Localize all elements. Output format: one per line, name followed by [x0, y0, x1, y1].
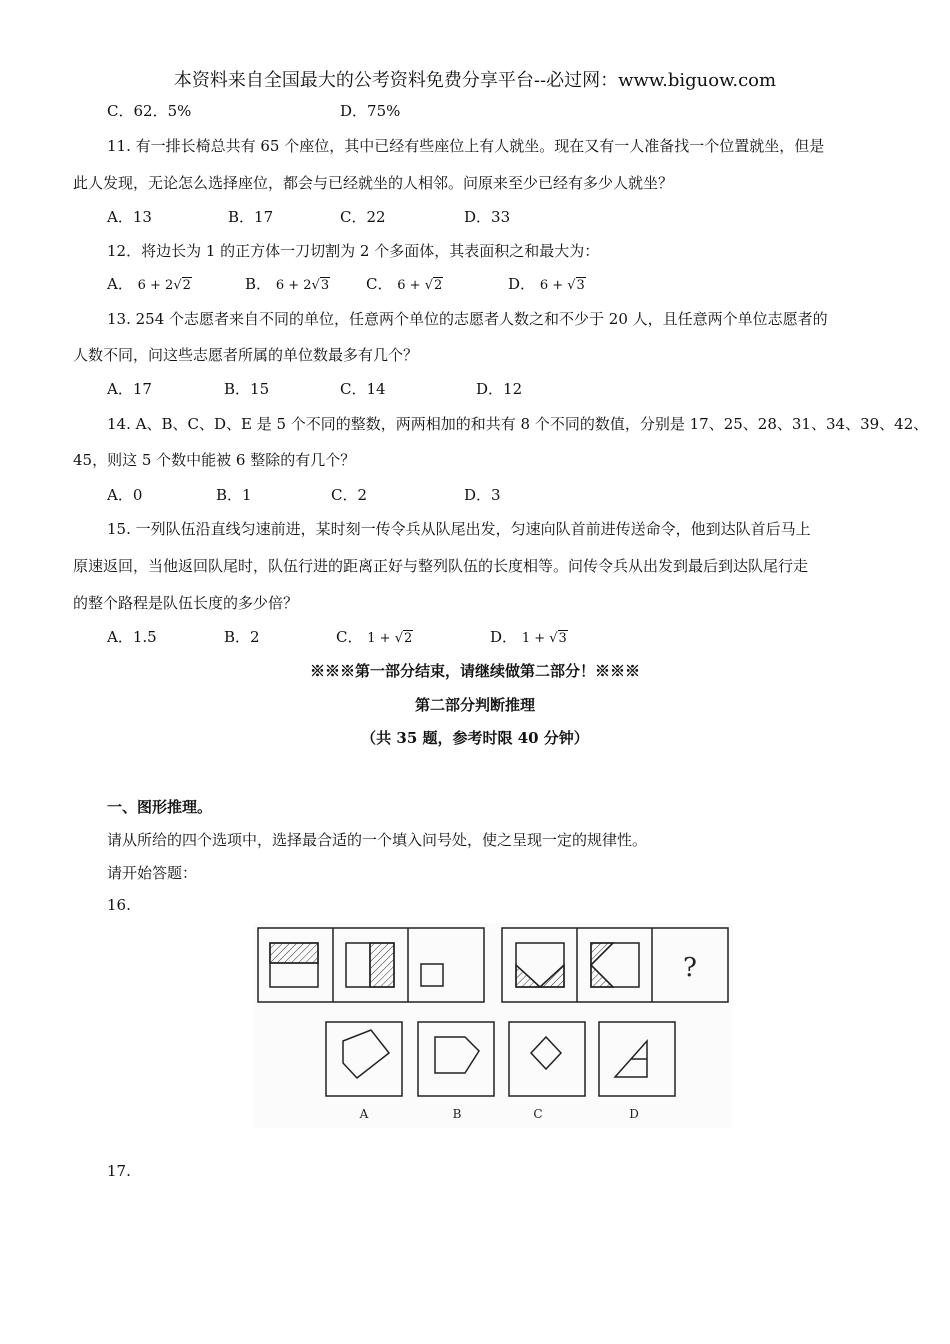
q12-option-a	[107, 273, 192, 294]
q12-option-b	[245, 273, 330, 294]
q15-option-a: A．1.5	[107, 628, 157, 646]
q16-option-b-shape	[418, 1022, 494, 1096]
q10-option-c: C．62．5%	[107, 102, 192, 120]
q16-question-mark: ?	[683, 953, 697, 983]
q12-option-a-label: A．	[107, 275, 133, 293]
q11-option-a: A．13	[107, 208, 152, 226]
q16-option-a-shape	[326, 1022, 402, 1096]
q12-option-d	[508, 273, 586, 294]
q11-text-line1: 11. 有一排长椅总共有 65 个座位，其中已经有些座位上有人就坐。现在又有一人准备找一个位置就坐，但是	[107, 137, 825, 155]
q12-option-c-label: C．	[366, 275, 393, 293]
q12-option-b-label: B．	[245, 275, 272, 293]
q13-option-a: A．17	[107, 380, 152, 398]
q11-text-line2: 此人发现，无论怎么选择座位，都会与已经就坐的人相邻。问原来至少已经有多少人就坐？	[73, 174, 674, 192]
q16-option-label-b: B	[452, 1107, 462, 1121]
q13-option-c: C．14	[340, 380, 386, 398]
q12-option-a-math: 6 + 2√2	[137, 278, 191, 293]
q15-option-c-label: C．	[336, 628, 363, 646]
q16-row1-group1	[258, 928, 484, 1002]
q17-label: 17.	[107, 1162, 131, 1180]
part-two-title: 第二部分判断推理	[414, 696, 535, 714]
q15-option-d	[490, 626, 568, 647]
q12-text: 12．将边长为 1 的正方体一刀切割为 2 个多面体，其表面积之和最大为：	[107, 242, 600, 260]
q14-option-a: A．0	[107, 486, 143, 504]
q13-text-line1: 13. 254 个志愿者来自不同的单位，任意两个单位的志愿者人数之和不少于 20 人，且任意两个单位志愿者的	[107, 310, 828, 328]
q15-text-line3: 的整个路程是队伍长度的多少倍？	[73, 594, 299, 612]
page-header: 本资料来自全国最大的公考资料免费分享平台--必过网：www.biguow.com	[173, 70, 777, 91]
section-title: 一、图形推理。	[107, 798, 213, 816]
q15-option-c	[336, 626, 413, 647]
q15-option-d-math: 1 + √3	[521, 631, 567, 646]
q16-label: 16.	[107, 896, 131, 914]
part-one-end-notice: ※※※第一部分结束，请继续做第二部分！※※※	[309, 662, 640, 680]
q14-option-b: B．1	[216, 486, 252, 504]
q15-option-c-math: 1 + √2	[367, 631, 413, 646]
q16-figure-svg	[253, 923, 733, 1128]
q14-text-line2: 45，则这 5 个数中能被 6 整除的有几个？	[73, 451, 356, 469]
q12-option-d-label: D．	[508, 275, 536, 293]
q16-option-d-shape	[599, 1022, 675, 1096]
q16-option-c-shape	[509, 1022, 585, 1096]
part-two-subtitle: （共 35 题，参考时限 40 分钟）	[361, 729, 589, 747]
q16-option-label-d: D	[629, 1107, 639, 1121]
q12-option-c	[366, 273, 443, 294]
q16-figure	[253, 923, 733, 1128]
q13-option-d: D．12	[476, 380, 523, 398]
q13-text-line2: 人数不同，问这些志愿者所属的单位数最多有几个？	[73, 346, 419, 364]
section-instructions: 请从所给的四个选项中，选择最合适的一个填入问号处，使之呈现一定的规律性。	[107, 831, 648, 849]
q11-option-b: B．17	[228, 208, 274, 226]
q15-text-line1: 15. 一列队伍沿直线匀速前进，某时刻一传令兵从队尾出发，匀速向队首前进传送命令，他到达队首后马上	[107, 520, 811, 538]
q15-option-d-label: D．	[490, 628, 518, 646]
q16-option-label-c: C	[533, 1107, 543, 1121]
q12-option-d-math: 6 + √3	[539, 278, 585, 293]
q15-text-line2: 原速返回，当他返回队尾时，队伍行进的距离正好与整列队伍的长度相等。问传令兵从出发到最后到达队尾行走	[73, 557, 809, 575]
q16-option-label-a: A	[359, 1107, 369, 1121]
q11-option-c: C．22	[340, 208, 386, 226]
q14-option-c: C．2	[331, 486, 368, 504]
q14-option-d: D．3	[464, 486, 501, 504]
q14-text-line1: 14. A、B、C、D、E 是 5 个不同的整数，两两相加的和共有 8 个不同的数值，分别是 17、25、28、31、34、39、42、	[107, 415, 929, 433]
q12-option-c-math: 6 + √2	[397, 278, 443, 293]
q12-option-b-math: 6 + 2√3	[275, 278, 330, 293]
q10-option-d: D．75%	[340, 102, 401, 120]
q15-option-b: B．2	[224, 628, 260, 646]
start-prompt: 请开始答题：	[107, 864, 198, 882]
q13-option-b: B．15	[224, 380, 270, 398]
q11-option-d: D．33	[464, 208, 511, 226]
